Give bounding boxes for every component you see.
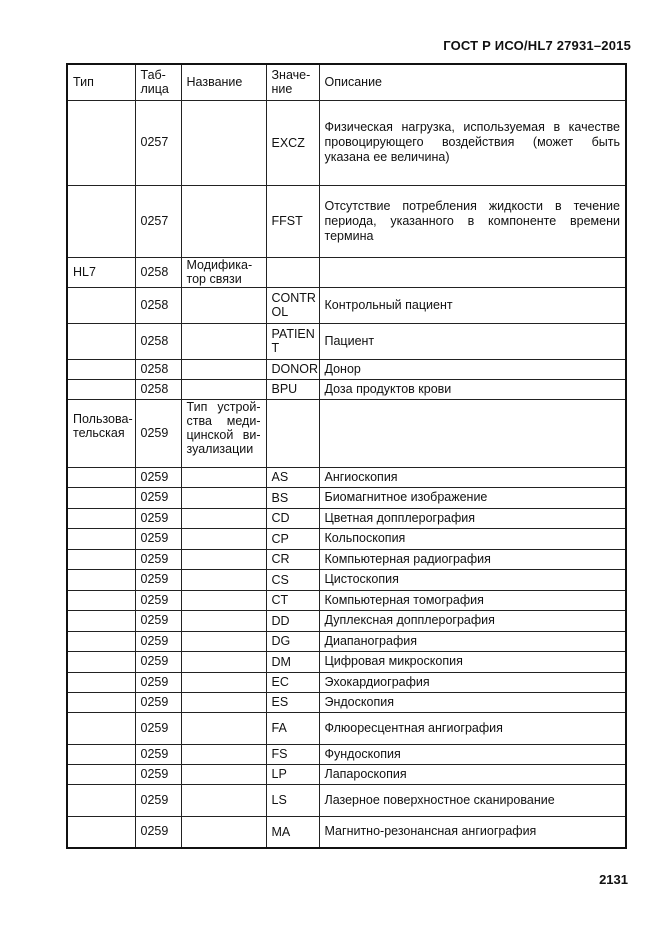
col-desc-cell: Пациент bbox=[319, 323, 626, 359]
col-name-cell bbox=[181, 100, 266, 185]
col-table-cell: 0259 bbox=[135, 692, 181, 712]
col-value-cell: PATIEN T bbox=[266, 323, 319, 359]
col-desc-cell: Контрольный пациент bbox=[319, 287, 626, 323]
col-table-cell: 0259 bbox=[135, 610, 181, 631]
col-desc-cell: Цветная допплерография bbox=[319, 508, 626, 528]
col-table-cell: 0257 bbox=[135, 100, 181, 185]
col-name-cell bbox=[181, 323, 266, 359]
table-row bbox=[67, 692, 626, 712]
col-value-cell: CD bbox=[266, 508, 319, 528]
col-value-cell: CR bbox=[266, 549, 319, 569]
col-name-cell bbox=[181, 359, 266, 379]
col-name-cell bbox=[181, 672, 266, 692]
col-value-cell: LP bbox=[266, 764, 319, 784]
codes-table bbox=[66, 63, 627, 849]
col-table-cell: 0259 bbox=[135, 590, 181, 610]
page-number: 2131 bbox=[599, 872, 628, 887]
col-type-cell bbox=[67, 672, 135, 692]
table-row bbox=[67, 764, 626, 784]
header-row bbox=[67, 64, 626, 100]
col-value-cell: BPU bbox=[266, 379, 319, 399]
col-type-cell bbox=[67, 508, 135, 528]
table-row bbox=[67, 784, 626, 816]
col-value-cell bbox=[266, 399, 319, 467]
col-desc-cell: Диапанография bbox=[319, 631, 626, 651]
table-row bbox=[67, 379, 626, 399]
col-value-cell bbox=[266, 257, 319, 287]
col-type-cell bbox=[67, 185, 135, 257]
col-type-cell bbox=[67, 487, 135, 508]
col-table-cell: 0259 bbox=[135, 764, 181, 784]
col-type-cell bbox=[67, 549, 135, 569]
col-type-cell bbox=[67, 651, 135, 672]
col-type-cell bbox=[67, 287, 135, 323]
col-name-cell bbox=[181, 784, 266, 816]
col-name-cell bbox=[181, 744, 266, 764]
col-type-cell bbox=[67, 569, 135, 590]
col-table-cell: 0259 bbox=[135, 744, 181, 764]
table-row bbox=[67, 323, 626, 359]
table-row bbox=[67, 257, 626, 287]
col-desc-cell: Флюоресцентная ангиография bbox=[319, 712, 626, 744]
table-row bbox=[67, 712, 626, 744]
col-desc-cell: Цистоскопия bbox=[319, 569, 626, 590]
col-name-cell bbox=[181, 185, 266, 257]
col-type-cell bbox=[67, 379, 135, 399]
col-table-cell: 0258 bbox=[135, 257, 181, 287]
col-type-cell bbox=[67, 528, 135, 549]
col-table-cell: 0259 bbox=[135, 816, 181, 848]
col-desc-cell: Эхокардиография bbox=[319, 672, 626, 692]
col-name-cell bbox=[181, 508, 266, 528]
col-type-cell bbox=[67, 784, 135, 816]
col-value-cell: CS bbox=[266, 569, 319, 590]
table-row bbox=[67, 508, 626, 528]
col-table-cell: 0259 bbox=[135, 549, 181, 569]
col-value-cell: EC bbox=[266, 672, 319, 692]
table-row bbox=[67, 399, 626, 467]
table-row bbox=[67, 610, 626, 631]
table-row bbox=[67, 651, 626, 672]
col-desc-cell: Лапароскопия bbox=[319, 764, 626, 784]
col-desc-cell: Дуплексная допплерография bbox=[319, 610, 626, 631]
col-value-cell: BS bbox=[266, 487, 319, 508]
col-name-cell bbox=[181, 764, 266, 784]
col-name-cell bbox=[181, 287, 266, 323]
col-type-header: Тип bbox=[67, 64, 135, 100]
col-table-cell: 0259 bbox=[135, 508, 181, 528]
col-table-cell: 0258 bbox=[135, 379, 181, 399]
col-type-cell bbox=[67, 610, 135, 631]
col-value-cell: EXCZ bbox=[266, 100, 319, 185]
col-value-cell: DD bbox=[266, 610, 319, 631]
table-row bbox=[67, 287, 626, 323]
table-row bbox=[67, 549, 626, 569]
col-name-header: Название bbox=[181, 64, 266, 100]
col-table-cell: 0259 bbox=[135, 631, 181, 651]
col-type-cell bbox=[67, 467, 135, 487]
col-table-cell: 0259 bbox=[135, 487, 181, 508]
col-desc-cell: Лазерное поверхностное сканирование bbox=[319, 784, 626, 816]
col-name-cell bbox=[181, 569, 266, 590]
col-type-cell bbox=[67, 590, 135, 610]
col-name-cell: Модифика- тор связи bbox=[181, 257, 266, 287]
col-desc-cell bbox=[319, 257, 626, 287]
col-desc-cell: Кольпоскопия bbox=[319, 528, 626, 549]
table-row bbox=[67, 816, 626, 848]
col-table-header: Таб- лица bbox=[135, 64, 181, 100]
col-value-cell: AS bbox=[266, 467, 319, 487]
col-value-cell: CT bbox=[266, 590, 319, 610]
col-name-cell bbox=[181, 692, 266, 712]
col-value-cell: CP bbox=[266, 528, 319, 549]
col-value-header: Значе- ние bbox=[266, 64, 319, 100]
col-type-cell bbox=[67, 712, 135, 744]
col-table-cell: 0257 bbox=[135, 185, 181, 257]
col-table-cell: 0258 bbox=[135, 359, 181, 379]
col-desc-cell: Фундоскопия bbox=[319, 744, 626, 764]
col-name-cell bbox=[181, 528, 266, 549]
col-name-cell: Тип устрой- ства меди- цинской ви- зуализации bbox=[181, 399, 266, 467]
col-table-cell: 0259 bbox=[135, 672, 181, 692]
table-row bbox=[67, 569, 626, 590]
col-name-cell bbox=[181, 712, 266, 744]
col-value-cell: ES bbox=[266, 692, 319, 712]
col-name-cell bbox=[181, 549, 266, 569]
table-row bbox=[67, 467, 626, 487]
table-row bbox=[67, 672, 626, 692]
col-desc-cell bbox=[319, 399, 626, 467]
col-desc-cell: Цифровая микроскопия bbox=[319, 651, 626, 672]
col-type-cell: HL7 bbox=[67, 257, 135, 287]
col-table-cell: 0258 bbox=[135, 287, 181, 323]
col-value-cell: CONTR OL bbox=[266, 287, 319, 323]
col-name-cell bbox=[181, 816, 266, 848]
col-desc-cell: Физическая нагрузка, используемая в качестве провоцирующего воздействия (может быть указана ее величина) bbox=[319, 100, 626, 185]
col-type-cell bbox=[67, 744, 135, 764]
table-row bbox=[67, 487, 626, 508]
col-type-cell bbox=[67, 323, 135, 359]
col-name-cell bbox=[181, 467, 266, 487]
col-value-cell: MA bbox=[266, 816, 319, 848]
col-value-cell: LS bbox=[266, 784, 319, 816]
col-desc-cell: Компьютерная томография bbox=[319, 590, 626, 610]
col-value-cell: DONOR bbox=[266, 359, 319, 379]
col-value-cell: DG bbox=[266, 631, 319, 651]
col-name-cell bbox=[181, 651, 266, 672]
col-table-cell: 0258 bbox=[135, 323, 181, 359]
table-row bbox=[67, 100, 626, 185]
col-table-cell: 0259 bbox=[135, 651, 181, 672]
col-desc-cell: Компьютерная радиография bbox=[319, 549, 626, 569]
col-value-cell: DM bbox=[266, 651, 319, 672]
table-row bbox=[67, 631, 626, 651]
col-name-cell bbox=[181, 631, 266, 651]
col-table-cell: 0259 bbox=[135, 528, 181, 549]
table-row bbox=[67, 359, 626, 379]
col-table-cell: 0259 bbox=[135, 399, 181, 467]
col-desc-cell: Донор bbox=[319, 359, 626, 379]
col-desc-cell: Биомагнитное изображение bbox=[319, 487, 626, 508]
col-type-cell bbox=[67, 764, 135, 784]
col-desc-cell: Отсутствие потребления жидкости в течение периода, указанного в компоненте времени термина bbox=[319, 185, 626, 257]
col-desc-cell: Доза продуктов крови bbox=[319, 379, 626, 399]
table-row bbox=[67, 744, 626, 764]
col-type-cell bbox=[67, 692, 135, 712]
col-type-cell bbox=[67, 359, 135, 379]
document-header: ГОСТ Р ИСО/HL7 27931–2015 bbox=[443, 38, 631, 53]
col-desc-cell: Ангиоскопия bbox=[319, 467, 626, 487]
col-name-cell bbox=[181, 487, 266, 508]
col-table-cell: 0259 bbox=[135, 712, 181, 744]
col-table-cell: 0259 bbox=[135, 569, 181, 590]
col-value-cell: FS bbox=[266, 744, 319, 764]
col-type-cell bbox=[67, 816, 135, 848]
col-name-cell bbox=[181, 379, 266, 399]
table-row bbox=[67, 528, 626, 549]
col-type-cell: Пользова- тельская bbox=[67, 399, 135, 467]
table-row bbox=[67, 590, 626, 610]
col-value-cell: FA bbox=[266, 712, 319, 744]
col-desc-cell: Эндоскопия bbox=[319, 692, 626, 712]
col-desc-header: Описание bbox=[319, 64, 626, 100]
col-value-cell: FFST bbox=[266, 185, 319, 257]
table-row bbox=[67, 185, 626, 257]
col-table-cell: 0259 bbox=[135, 784, 181, 816]
col-desc-cell: Магнитно-резонансная ангиография bbox=[319, 816, 626, 848]
col-type-cell bbox=[67, 631, 135, 651]
col-name-cell bbox=[181, 610, 266, 631]
col-name-cell bbox=[181, 590, 266, 610]
col-table-cell: 0259 bbox=[135, 467, 181, 487]
col-type-cell bbox=[67, 100, 135, 185]
